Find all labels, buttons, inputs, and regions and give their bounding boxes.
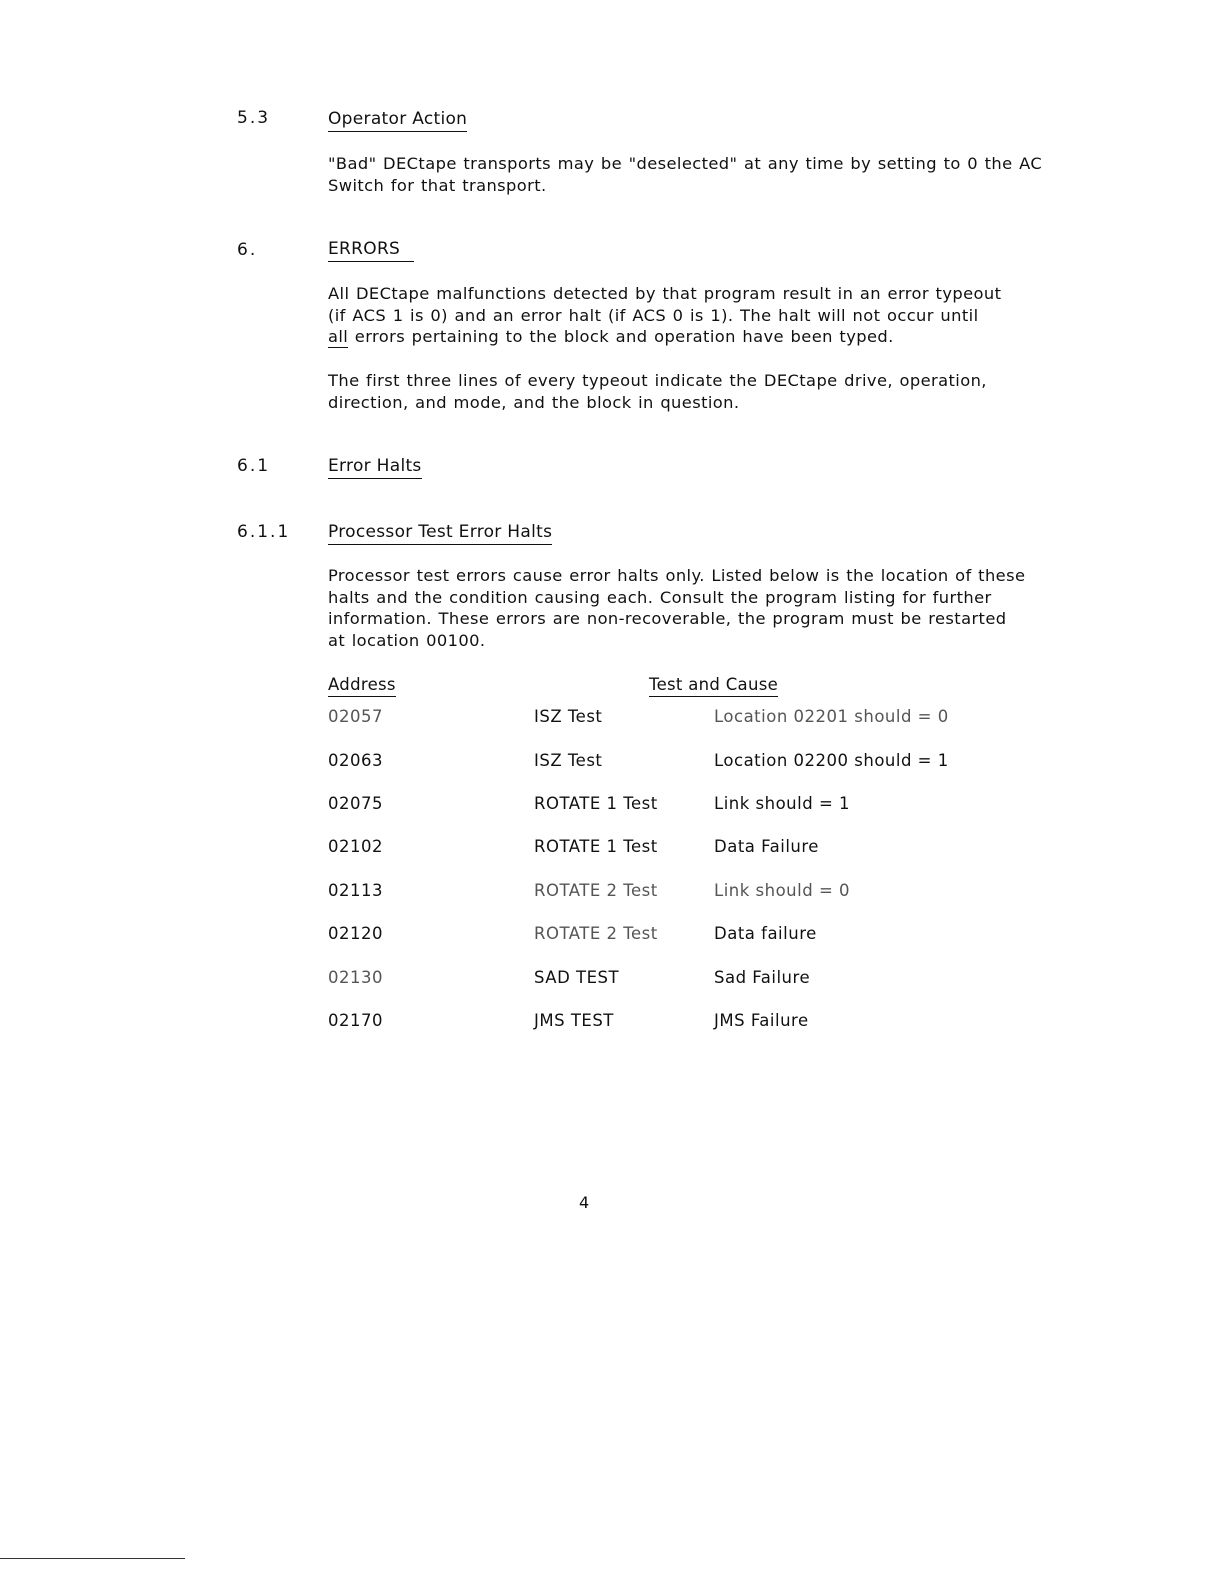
- section-title-error-halts: Error Halts: [328, 456, 422, 479]
- table-row-6-address: 02120: [328, 924, 383, 943]
- paragraph-line: at location 00100.: [328, 630, 486, 650]
- table-row-3-address: 02075: [328, 794, 383, 813]
- section-heading-errors: [328, 239, 414, 262]
- table-row-8-test: JMS TEST: [534, 1011, 614, 1030]
- section-number-5-3: 5.3: [237, 108, 271, 128]
- paragraph-line: The first three lines of every typeout indicate the DECtape drive, operation,: [328, 371, 987, 390]
- paragraph-line: All DECtape malfunctions detected by that program result in an error typeout: [328, 284, 1002, 303]
- table-row-2-cause: Location 02200 should = 1: [714, 751, 949, 770]
- section-title-errors: ERRORS: [328, 239, 414, 262]
- section-title-processor-test-error-halts: Processor Test Error Halts: [328, 522, 552, 545]
- table-row-8-address: 02170: [328, 1011, 383, 1030]
- paragraph-operator-action: [328, 153, 1043, 196]
- paragraph-line: "Bad" DECtape transports may be "deselected" at any time by setting to 0 the AC: [328, 154, 1043, 173]
- paragraph-line: information. These errors are non-recoverable, the program must be restarted: [328, 609, 1007, 628]
- section-heading-operator-action: [328, 109, 467, 132]
- paragraph-errors-1: [328, 283, 1028, 348]
- paragraph-errors-2: [328, 370, 1028, 413]
- table-row-4-address: 02102: [328, 837, 383, 856]
- paragraph-line: direction, and mode, and the block in question.: [328, 392, 740, 412]
- paragraph-line: (if ACS 1 is 0) and an error halt (if ACS 0 is 1). The halt will not occur until: [328, 305, 979, 325]
- table-row-2-test: ISZ Test: [534, 751, 603, 770]
- table-row-6-test: ROTATE 2 Test: [534, 924, 658, 943]
- table-header-test-cause-wrap: [649, 675, 778, 697]
- emphasis-all: all: [328, 327, 349, 346]
- table-row-2-address: 02063: [328, 751, 383, 770]
- table-row-4-test: ROTATE 1 Test: [534, 837, 658, 856]
- page-number: 4: [579, 1193, 590, 1212]
- table-row-1-address: 02057: [328, 707, 383, 726]
- section-number-6-1: 6.1: [237, 456, 271, 476]
- table-header-test-and-cause: Test and Cause: [649, 675, 778, 697]
- table-header-address: Address: [328, 675, 396, 697]
- table-row-7-test: SAD TEST: [534, 968, 620, 987]
- paragraph-line: halts and the condition causing each. Consult the program listing for further: [328, 587, 992, 607]
- table-row-4-cause: Data Failure: [714, 837, 819, 856]
- table-row-5-cause: Link should = 0: [714, 881, 851, 900]
- table-row-5-address: 02113: [328, 881, 383, 900]
- section-title-operator-action: Operator Action: [328, 109, 467, 132]
- table-row-6-cause: Data failure: [714, 924, 817, 943]
- section-number-6: 6.: [237, 240, 258, 260]
- section-heading-error-halts: [328, 456, 422, 479]
- paragraph-line: Processor test errors cause error halts only. Listed below is the location of these: [328, 566, 1026, 585]
- paragraph-line-rest: errors pertaining to the block and operation have been typed.: [348, 327, 894, 346]
- bottom-rule: [0, 1558, 185, 1559]
- table-row-7-cause: Sad Failure: [714, 968, 811, 987]
- paragraph-line: Switch for that transport.: [328, 175, 547, 195]
- section-heading-processor-test-error-halts: [328, 522, 552, 545]
- table-row-1-test: ISZ Test: [534, 707, 603, 726]
- table-row-1-cause: Location 02201 should = 0: [714, 707, 949, 726]
- paragraph-processor-test: [328, 565, 1028, 651]
- table-row-7-address: 02130: [328, 968, 383, 987]
- table-header-address-wrap: [328, 675, 396, 697]
- section-number-6-1-1: 6.1.1: [237, 522, 291, 542]
- table-row-5-test: ROTATE 2 Test: [534, 881, 658, 900]
- table-row-3-test: ROTATE 1 Test: [534, 794, 658, 813]
- table-row-8-cause: JMS Failure: [714, 1011, 809, 1030]
- paragraph-line: [328, 326, 1028, 348]
- table-row-3-cause: Link should = 1: [714, 794, 851, 813]
